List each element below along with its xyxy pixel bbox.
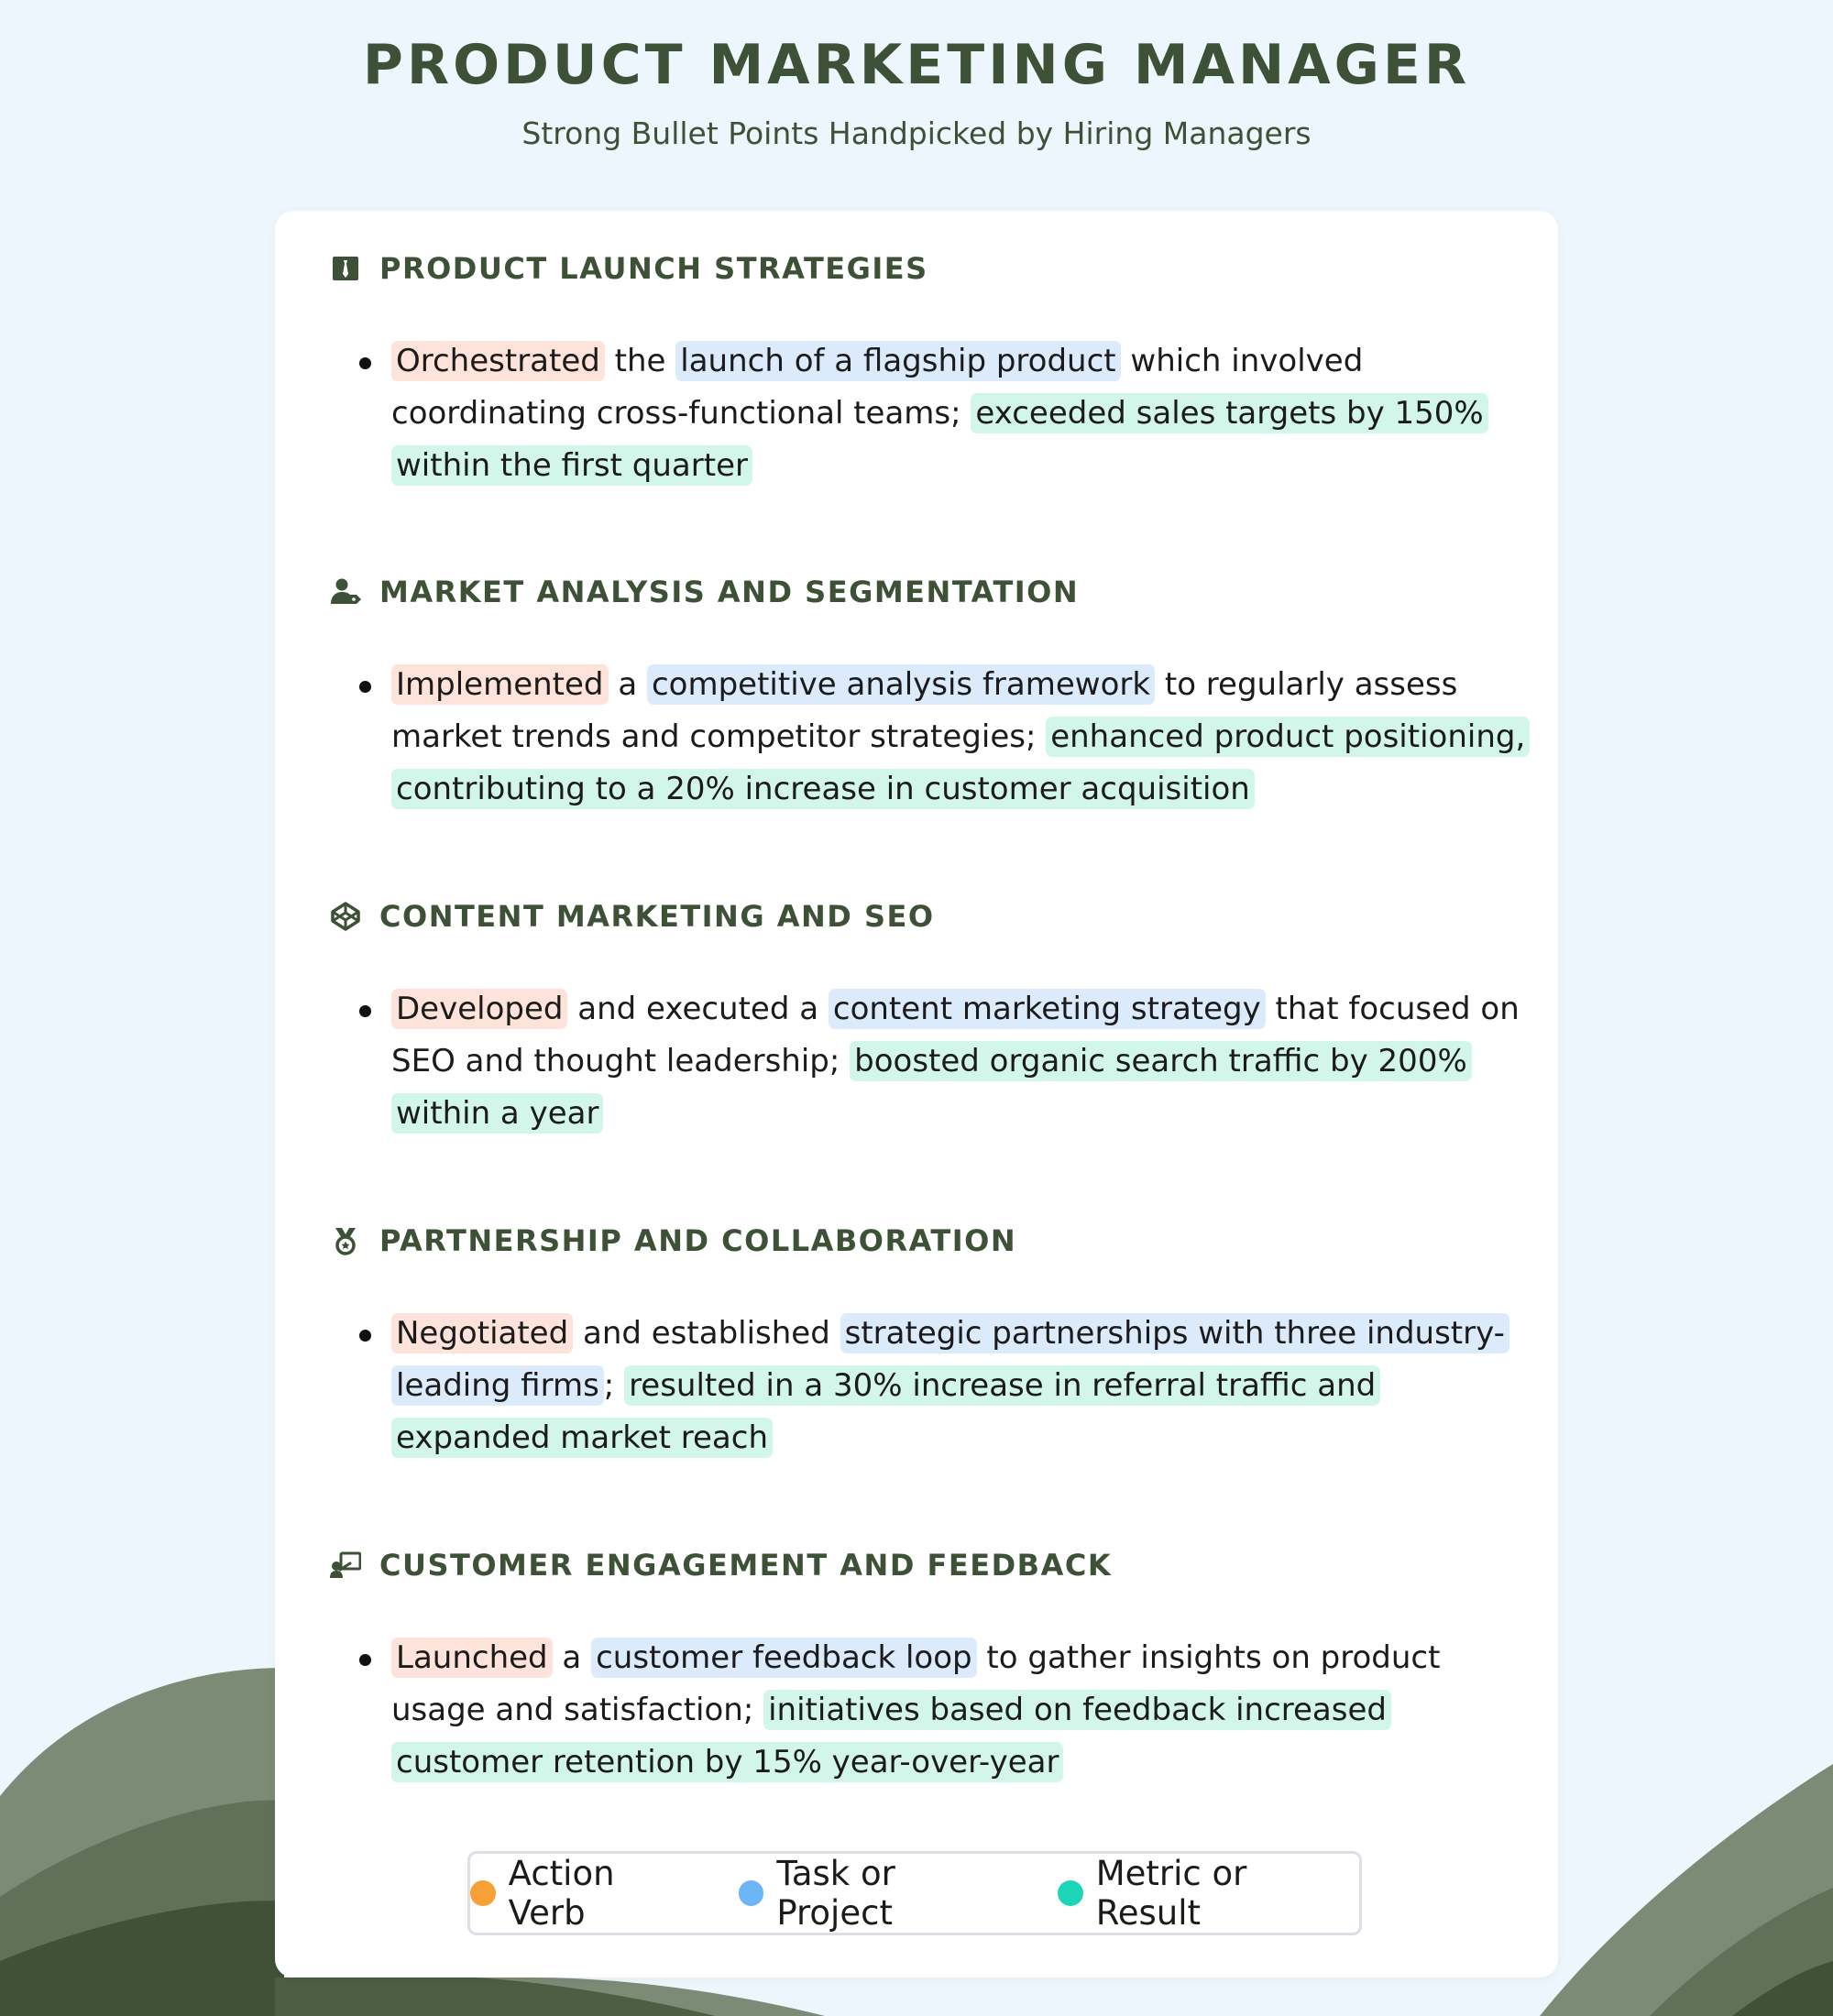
bullet-item xyxy=(330,335,1531,492)
metric-phrase: resulted in a 30% increase in referral traffic and expanded market reach xyxy=(391,1365,1380,1458)
bullet-text: a xyxy=(608,666,647,703)
bullet-text: that focused on SEO and thought leadership; xyxy=(391,991,1520,1079)
page-subtitle: Strong Bullet Points Handpicked by Hiring Managers xyxy=(521,115,1312,151)
task-phrase: competitive analysis framework xyxy=(647,664,1155,705)
legend-label-action: Action Verb xyxy=(508,1854,615,1933)
task-phrase: customer feedback loop xyxy=(591,1638,977,1678)
metric-phrase: initiatives based on feedback increased customer retention by 15% year-over-year xyxy=(391,1690,1391,1782)
section-title: PRODUCT LAUNCH STRATEGIES xyxy=(379,251,928,286)
bullet-text: the xyxy=(604,343,676,379)
section-heading xyxy=(330,247,1531,290)
bullet-item xyxy=(330,1632,1531,1789)
legend-item-task xyxy=(739,1854,1019,1933)
legend-dot-task xyxy=(739,1880,764,1906)
section-product-launch xyxy=(330,247,1531,492)
bullet-dot xyxy=(359,681,371,693)
bullet-text: and executed a xyxy=(567,991,829,1027)
page-header xyxy=(0,0,1833,151)
medal-icon xyxy=(330,1225,361,1256)
section-content-marketing xyxy=(330,895,1531,1140)
legend-dot-action xyxy=(470,1880,496,1906)
page-title: PRODUCT MARKETING MANAGER xyxy=(362,33,1471,97)
section-market-analysis xyxy=(330,571,1531,816)
bullet-item xyxy=(330,1308,1531,1464)
metric-phrase: exceeded sales targets by 150% within the first quarter xyxy=(391,393,1488,486)
action-verb: Developed xyxy=(391,989,567,1029)
bullet-points-card xyxy=(275,211,1558,1978)
user-tag-icon xyxy=(330,576,361,608)
legend-dot-metric xyxy=(1058,1880,1083,1906)
tie-icon xyxy=(330,253,361,284)
section-title: CONTENT MARKETING AND SEO xyxy=(379,899,935,934)
presenter-board-icon xyxy=(330,1550,361,1581)
task-phrase: launch of a flagship product xyxy=(675,341,1120,381)
bullet-text: which involved coordinating cross-functional teams; xyxy=(391,343,1364,432)
section-heading xyxy=(330,895,1531,937)
bullet-text: a xyxy=(552,1639,592,1676)
bullet-text: to gather insights on product usage and satisfaction; xyxy=(391,1639,1441,1728)
metric-phrase: enhanced product positioning, contributing to a 20% increase in customer acquisition xyxy=(391,717,1530,809)
section-title: PARTNERSHIP AND COLLABORATION xyxy=(379,1223,1017,1258)
bullet-text: and established xyxy=(573,1315,840,1352)
bullet-item xyxy=(330,659,1531,816)
action-verb: Launched xyxy=(391,1638,553,1678)
section-title: MARKET ANALYSIS AND SEGMENTATION xyxy=(379,575,1080,609)
section-heading xyxy=(330,571,1531,613)
bullet-text: ; xyxy=(603,1367,625,1404)
section-partnership xyxy=(330,1220,1531,1464)
action-verb: Implemented xyxy=(391,664,609,705)
action-verb: Negotiated xyxy=(391,1313,573,1353)
action-verb: Orchestrated xyxy=(391,341,605,381)
legend-item-metric xyxy=(1058,1854,1359,1933)
bullet-dot xyxy=(359,357,371,369)
section-title: CUSTOMER ENGAGEMENT AND FEEDBACK xyxy=(379,1548,1113,1583)
section-customer-engagement xyxy=(330,1544,1531,1789)
legend-label-metric: Metric or Result xyxy=(1095,1854,1247,1933)
section-heading xyxy=(330,1220,1531,1262)
bullet-item xyxy=(330,983,1531,1140)
task-phrase: strategic partnerships with three industry-leading firms xyxy=(391,1313,1509,1406)
bullet-dot xyxy=(359,1005,371,1017)
bullet-dot xyxy=(359,1330,371,1342)
legend-label-task: Task or Project xyxy=(776,1854,895,1933)
bullet-text: to regularly assess market trends and competitor strategies; xyxy=(391,666,1458,755)
metric-phrase: boosted organic search traffic by 200% within a year xyxy=(391,1041,1472,1134)
legend-item-action xyxy=(470,1854,700,1933)
task-phrase: content marketing strategy xyxy=(829,989,1266,1029)
section-heading xyxy=(330,1544,1531,1586)
highlight-legend xyxy=(467,1851,1362,1935)
bullet-dot xyxy=(359,1654,371,1666)
codepen-cube-icon xyxy=(330,901,361,932)
